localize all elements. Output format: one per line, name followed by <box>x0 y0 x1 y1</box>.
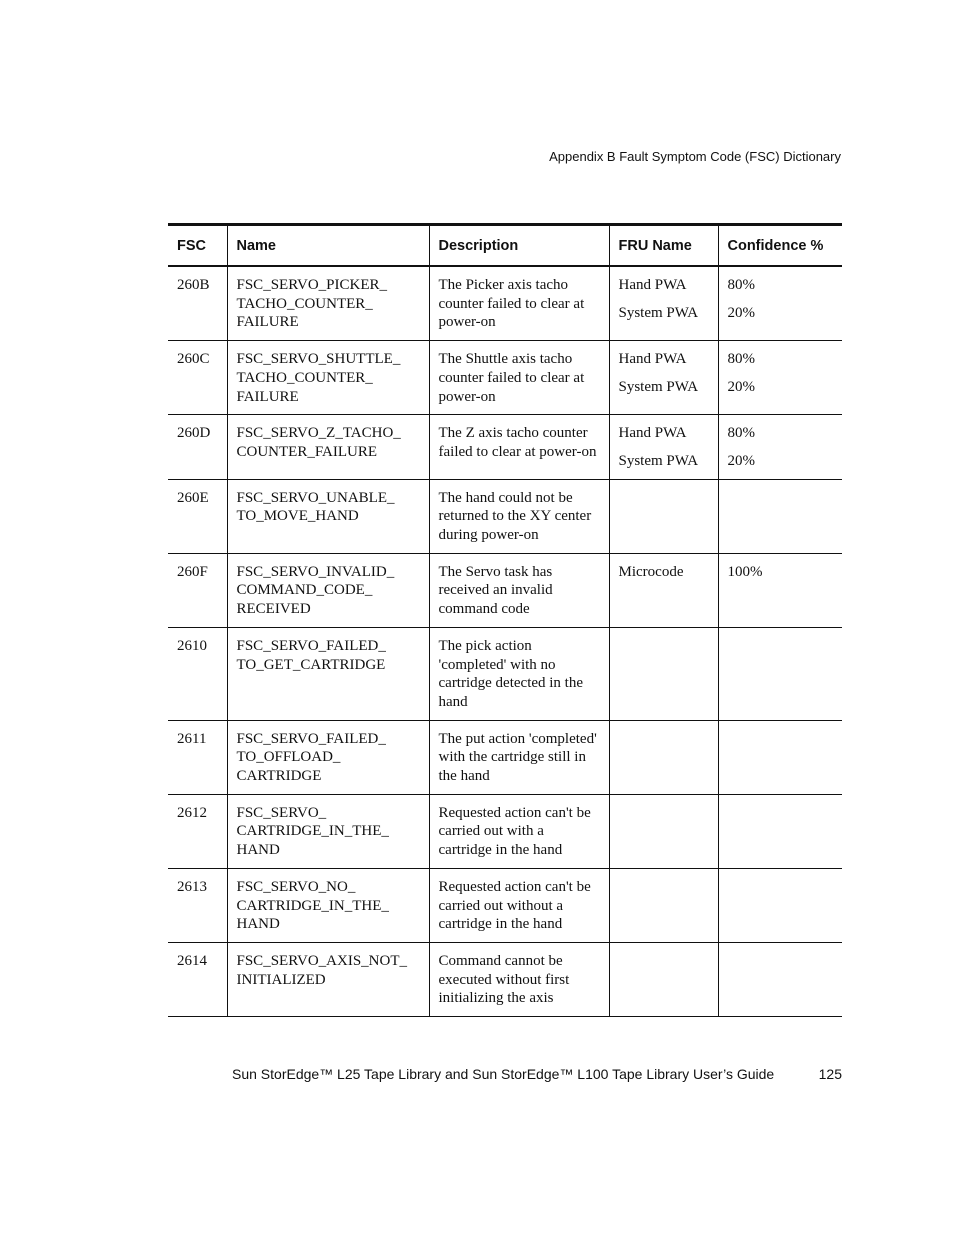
fru-name: System PWA <box>618 304 699 321</box>
fru-name-cell <box>609 266 718 341</box>
fsc-code-cell: 2610 <box>168 627 227 720</box>
fsc-name-cell: FSC_SERVO_ CARTRIDGE_IN_THE_ HAND <box>227 794 429 868</box>
fru-name: Hand PWA <box>618 351 687 368</box>
running-footer <box>232 1066 842 1082</box>
fsc-name-cell: FSC_SERVO_SHUTTLE_ TACHO_COUNTER_ FAILURE <box>227 341 429 415</box>
description-cell: The Servo task has received an invalid command code <box>429 553 609 627</box>
description-cell: The Picker axis tacho counter failed to clear at power-on <box>429 266 609 341</box>
fru-name: System PWA <box>618 378 699 395</box>
description-cell: Requested action can't be carried out with a cartridge in the hand <box>429 794 609 868</box>
page-number: 125 <box>818 1066 842 1082</box>
column-header-description: Description <box>429 225 609 267</box>
fru-name-cell <box>609 794 718 868</box>
fru-name-cell <box>609 415 718 479</box>
fru-name: Microcode <box>618 563 684 580</box>
description-cell: The Z axis tacho counter failed to clear at power-on <box>429 415 609 479</box>
fru-name-cell <box>609 720 718 794</box>
fsc-code-cell: 260B <box>168 266 227 341</box>
confidence-cell <box>718 479 842 553</box>
confidence-cell <box>718 266 842 341</box>
fru-name-cell <box>609 553 718 627</box>
fsc-name-cell: FSC_SERVO_NO_ CARTRIDGE_IN_THE_ HAND <box>227 868 429 942</box>
description-cell: The put action 'completed' with the cartridge still in the hand <box>429 720 609 794</box>
fsc-name-cell: FSC_SERVO_FAILED_ TO_OFFLOAD_ CARTRIDGE <box>227 720 429 794</box>
fru-name-cell <box>609 341 718 415</box>
confidence-cell <box>718 553 842 627</box>
fsc-name-cell: FSC_SERVO_Z_TACHO_ COUNTER_FAILURE <box>227 415 429 479</box>
fru-name-cell <box>609 479 718 553</box>
fsc-code-cell: 260C <box>168 341 227 415</box>
confidence-value: 80% <box>727 351 755 368</box>
description-cell: The hand could not be returned to the XY center during power-on <box>429 479 609 553</box>
table-row <box>168 415 842 479</box>
fsc-code-cell: 2613 <box>168 868 227 942</box>
description-cell: The pick action 'completed' with no cartridge detected in the hand <box>429 627 609 720</box>
table-body <box>168 266 842 1017</box>
confidence-cell <box>718 868 842 942</box>
table-row <box>168 794 842 868</box>
table-header-row <box>168 225 842 267</box>
table-row <box>168 341 842 415</box>
fru-name: Hand PWA <box>618 277 687 293</box>
confidence-value: 20% <box>727 304 755 321</box>
fsc-code-cell: 2611 <box>168 720 227 794</box>
confidence-cell <box>718 720 842 794</box>
description-cell: Requested action can't be carried out without a cartridge in the hand <box>429 868 609 942</box>
fsc-code-cell: 260E <box>168 479 227 553</box>
confidence-cell <box>718 794 842 868</box>
table-row <box>168 627 842 720</box>
description-cell: The Shuttle axis tacho counter failed to clear at power-on <box>429 341 609 415</box>
confidence-cell <box>718 415 842 479</box>
table-row <box>168 553 842 627</box>
fsc-name-cell: FSC_SERVO_FAILED_ TO_GET_CARTRIDGE <box>227 627 429 720</box>
table-row <box>168 720 842 794</box>
fsc-name-cell: FSC_SERVO_UNABLE_ TO_MOVE_HAND <box>227 479 429 553</box>
fsc-table <box>168 223 842 1017</box>
fsc-code-cell: 260D <box>168 415 227 479</box>
confidence-cell <box>718 627 842 720</box>
column-header-name: Name <box>227 225 429 267</box>
confidence-value: 20% <box>727 452 755 469</box>
fru-name-cell <box>609 627 718 720</box>
fsc-code-cell: 260F <box>168 553 227 627</box>
running-header: Appendix B Fault Symptom Code (FSC) Dictionary <box>549 149 841 164</box>
fru-name: System PWA <box>618 452 699 469</box>
table-row <box>168 868 842 942</box>
confidence-value: 80% <box>727 277 755 293</box>
column-header-fru-name: FRU Name <box>609 225 718 267</box>
fru-name: Hand PWA <box>618 425 687 442</box>
table-row <box>168 479 842 553</box>
fsc-code-cell: 2612 <box>168 794 227 868</box>
confidence-value: 20% <box>727 378 755 395</box>
fsc-name-cell: FSC_SERVO_INVALID_ COMMAND_CODE_ RECEIVED <box>227 553 429 627</box>
fsc-name-cell: FSC_SERVO_PICKER_ TACHO_COUNTER_ FAILURE <box>227 266 429 341</box>
fru-name-cell <box>609 868 718 942</box>
confidence-cell <box>718 942 842 1016</box>
book-title: Sun StorEdge™ L25 Tape Library and Sun StorEdge™ L100 Tape Library User’s Guide <box>232 1066 775 1082</box>
confidence-value: 80% <box>727 425 755 442</box>
table-row <box>168 266 842 341</box>
description-cell: Command cannot be executed without first initializing the axis <box>429 942 609 1016</box>
table-row <box>168 942 842 1016</box>
confidence-cell <box>718 341 842 415</box>
fru-name-cell <box>609 942 718 1016</box>
fsc-code-cell: 2614 <box>177 952 207 969</box>
confidence-value: 100% <box>727 563 763 580</box>
fsc-name-cell: FSC_SERVO_AXIS_NOT_ INITIALIZED <box>227 942 429 1016</box>
column-header-fsc: FSC <box>168 225 227 267</box>
column-header-confidence: Confidence % <box>718 225 842 267</box>
